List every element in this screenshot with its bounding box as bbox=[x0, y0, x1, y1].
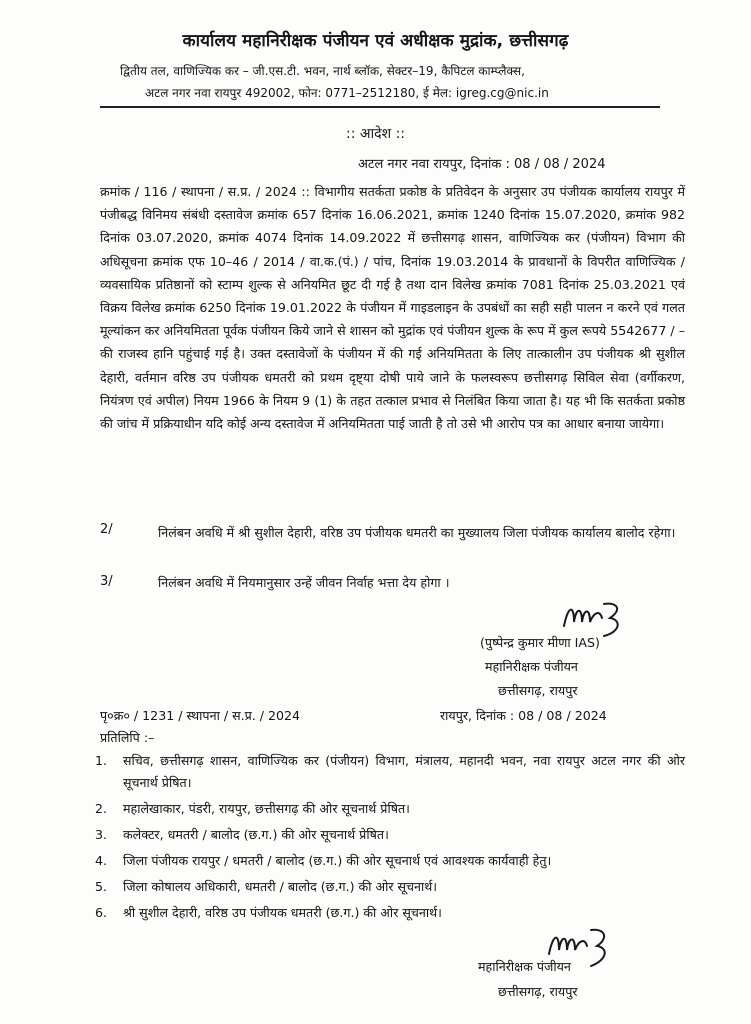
header-divider bbox=[100, 106, 660, 108]
list-item-number: 4. bbox=[95, 853, 108, 868]
endorsement-sign-designation: महानिरीक्षक पंजीयन bbox=[478, 959, 571, 974]
list-item-text: श्री सुशील देहारी, वरिष्ठ उप पंजीयक धमतरी (छ.ग.) की ओर सूचनार्थ। bbox=[123, 905, 442, 920]
copy-to-label: प्रतिलिपि :– bbox=[100, 730, 155, 745]
list-item-number: 6. bbox=[95, 905, 108, 920]
list-item-number: 5. bbox=[95, 879, 108, 894]
order-title: :: आदेश :: bbox=[345, 126, 406, 142]
list-item bbox=[95, 750, 685, 794]
address-line-1: द्वितीय तल, वाणिज्यिक कर – जी.एस.टी. भवन, नार्थ ब्लॉक, सेक्टर–19, कैपिटल काम्प्लैक्स, bbox=[120, 64, 525, 78]
list-item bbox=[95, 824, 685, 846]
paragraph-3-number: 3/ bbox=[100, 574, 113, 589]
list-item bbox=[95, 902, 685, 924]
list-item-text: कलेक्टर, धमतरी / बालोद (छ.ग.) की ओर सूचनार्थ प्रेषित। bbox=[123, 827, 389, 842]
list-item-text: महालेखाकार, पंडरी, रायपुर, छत्तीसगढ़ की ओर सूचनार्थ प्रेषित। bbox=[123, 801, 410, 816]
office-heading: कार्यालय महानिरीक्षक पंजीयन एवं अधीक्षक मुद्रांक, छत्तीसगढ़ bbox=[182, 31, 569, 51]
endorsement-date: रायपुर, दिनांक : 08 / 08 / 2024 bbox=[440, 708, 607, 723]
address-line-2: अटल नगर नवा रायपुर 492002, फोन: 0771–2512180, ई मेल: igreg.cg@nic.in bbox=[145, 86, 549, 100]
list-item-text: सचिव, छत्तीसगढ़ शासन, वाणिज्यिक कर (पंजीयन) विभाग, मंत्रालय, महानदी भवन, नवा रायपुर अटल नगर की ओर सूचनार्थ प्रेषित। bbox=[123, 753, 685, 790]
list-item-number: 2. bbox=[95, 801, 108, 816]
signatory-designation: महानिरीक्षक पंजीयन bbox=[485, 659, 578, 674]
list-item bbox=[95, 850, 685, 872]
list-item-text: जिला कोषालय अधिकारी, धमतरी / बालोद (छ.ग.) की ओर सूचनार्थ। bbox=[123, 879, 438, 894]
list-item-text: जिला पंजीयक रायपुर / धमतरी / बालोद (छ.ग.) की ओर सूचनार्थ एवं आवश्यक कार्यवाही हेतु। bbox=[123, 853, 552, 868]
signatory-location: छत्तीसगढ़, रायपुर bbox=[498, 683, 578, 698]
order-place-date: अटल नगर नवा रायपुर, दिनांक : 08 / 08 / 2024 bbox=[358, 157, 606, 172]
endorsement-sign-location: छत्तीसगढ़, रायपुर bbox=[498, 984, 578, 999]
list-item bbox=[95, 876, 685, 898]
endorsement-reference: पृ०क्र० / 1231 / स्थापना / स.प्र. / 2024 bbox=[100, 708, 301, 723]
copy-recipient-list bbox=[95, 750, 685, 928]
paragraph-2-number: 2/ bbox=[100, 522, 113, 537]
list-item-number: 1. bbox=[95, 753, 108, 768]
order-paragraph-2 bbox=[100, 522, 685, 544]
order-paragraph-3: निलंबन अवधि में नियमानुसार उन्हें जीवन निर्वाह भत्ता देय होगा । bbox=[158, 575, 450, 590]
order-paragraph-1: क्रमांक / 116 / स्थापना / स.प्र. / 2024 :: विभागीय सतर्कता प्रकोष्ठ के प्रतिवेदन के अनुसार उप पंजीयक कार्यालय रायपुर में पंजीबद्ध विनिमय संबंधी दस्तावेज क्रमांक 657 दिनांक 16.06.2021, क्रमांक 1240 दिनांक 15.07.2020, क्रमांक 982 दिनांक 03.07.2020, क्रमांक 4074 दिनांक 14.09.2022 में छत्तीसगढ़ शासन, वाणिज्यिक कर (पंजीयन) विभाग की अधिसूचना क्रमांक एफ 10–46 / 2014 / वा.क.(पं.) / पांच, दिनांक 19.03.2014 के प्रावधानों के विपरीत वाणिज्यिक / व्यवसायिक प्रतिष्ठानों को स्टाम्प शुल्क से अनियमित छूट दी गई है तथा दान विलेख क्रमांक 7081 दिनांक 25.03.2021 एवं विक्रय विलेख क्रमांक 6250 दिनांक 19.01.2022 के पंजीयन में गाइडलाइन के उपबंधों का सही सही पालन न करने एवं गलत मूल्यांकन कर अनियमितता पूर्वक पंजीयन किये जाने से शासन को मुद्रांक एवं पंजीयन शुल्क के रूप में कुल रूपये 5542677 / – की राजस्व हानि पहुंचाई गई है। उक्त दस्तावेजों के पंजीयन में की गई अनियमितता के लिए तात्कालीन उप पंजीयक श्री सुशील देहारी, वर्तमान वरिष्ठ उप पंजीयक धमतरी को प्रथम दृष्ट्या दोषी पाये जाने के फलस्वरूप छत्तीसगढ़ सिविल सेवा (वर्गीकरण, नियंत्रण एवं अपील) नियम 1966 के नियम 9 (1) के तहत तत्काल प्रभाव से निलंबित किया जाता है। यह भी कि सतर्कता प्रकोष्ठ की जांच में प्रक्रियाधीन यदि कोई अन्य दस्तावेज में अनियमितता पाई जाती है तो उसे भी आरोप पत्र का आधार बनाया जायेगा। bbox=[100, 184, 685, 432]
list-item-number: 3. bbox=[95, 827, 108, 842]
list-item bbox=[95, 798, 685, 820]
paragraph-2-text: निलंबन अवधि में श्री सुशील देहारी, वरिष्ठ उप पंजीयक धमतरी का मुख्यालय जिला पंजीयक कार्यालय बालोद रहेगा। bbox=[158, 525, 676, 540]
signatory-name: (पुष्पेन्द्र कुमार मीणा IAS) bbox=[480, 635, 600, 650]
